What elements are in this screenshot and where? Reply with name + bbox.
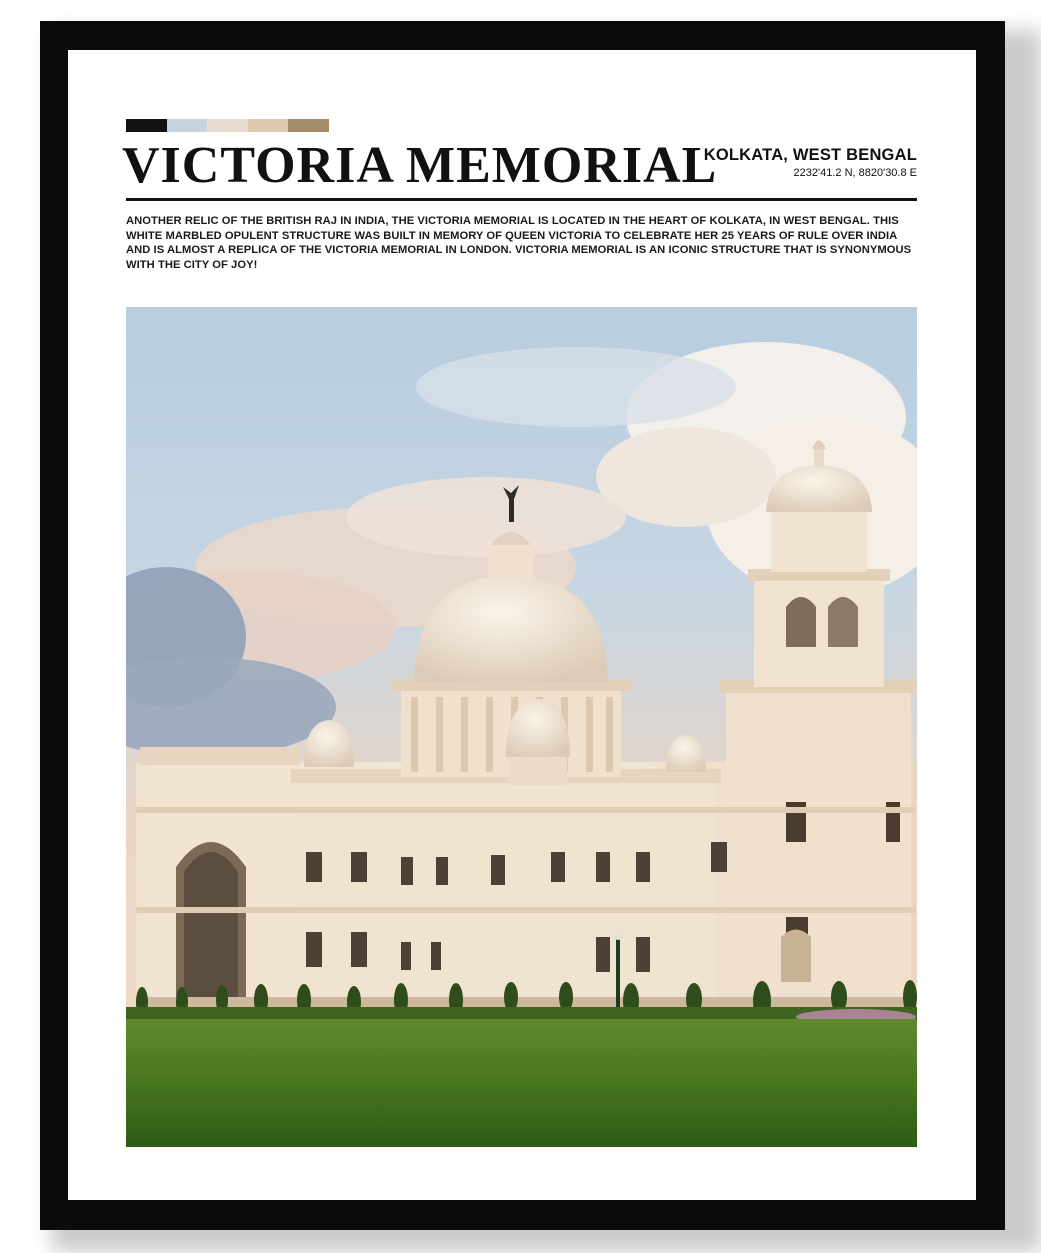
poster-title: VICTORIA MEMORIAL [122,137,718,194]
palette-swatch [248,119,289,132]
palette-swatch [167,119,208,132]
location-name: KOLKATA, WEST BENGAL [703,146,917,164]
location-block [704,145,917,180]
poster-description: ANOTHER RELIC OF THE BRITISH RAJ IN INDIA, THE VICTORIA MEMORIAL IS LOCATED IN THE HEART OF KOLKATA, IN WEST BENGAL. THIS WHITE MARBLED OPULENT STRUCTURE WAS BUILT IN MEMORY OF QUEEN VICTORIA TO CELEBRATE HER 25 YEARS OF RULE OVER INDIA AND IS ALMOST A REPLICA OF THE VICTORIA MEMORIAL IN LONDON. VICTORIA MEMORIAL IS AN ICONIC STRUCTURE THAT IS SYNONYMOUS WITH THE CITY OF JOY! [126,215,912,271]
location-coordinates: 2232'41.2 N, 8820'30.8 E [793,167,917,179]
palette-swatch [126,119,167,132]
title-divider [126,198,917,201]
color-palette [126,119,329,132]
palette-swatch [207,119,248,132]
memorial-photo [126,307,917,1147]
palette-swatch [288,119,329,132]
